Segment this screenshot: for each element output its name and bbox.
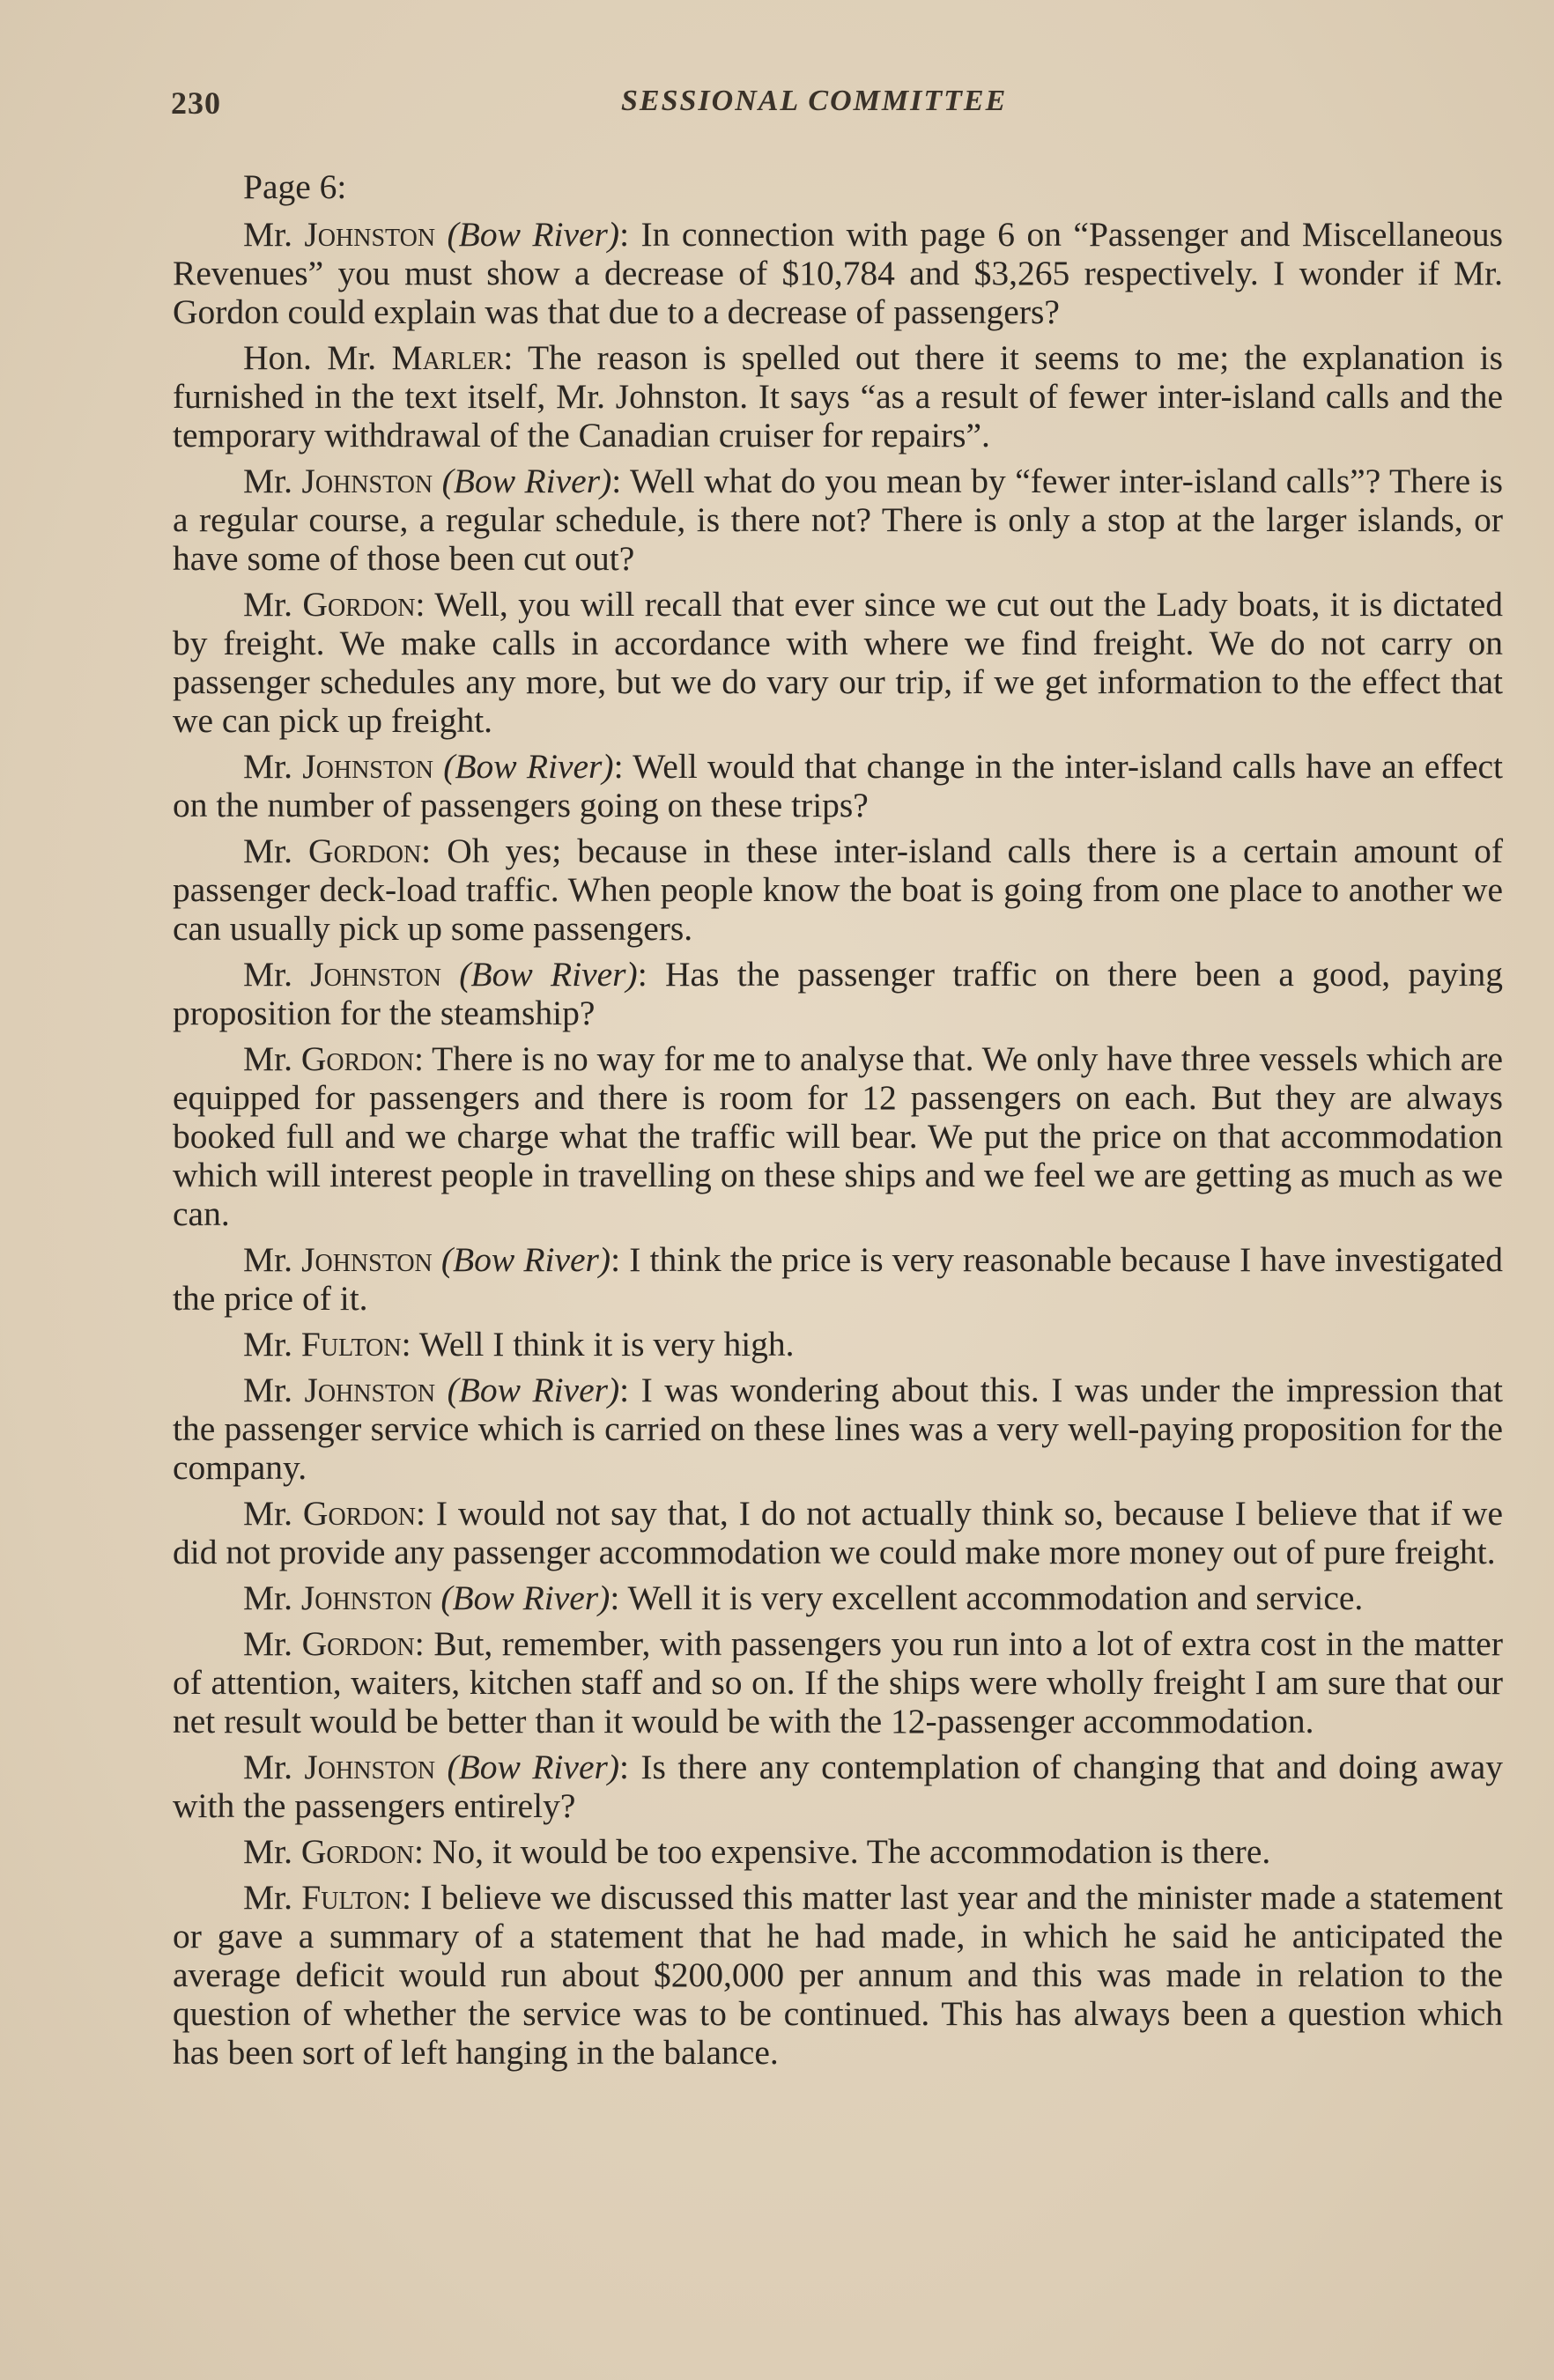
speaker-name: Johnston <box>304 1748 436 1786</box>
speech-paragraph <box>173 1578 1503 1617</box>
speaker-name: Gordon <box>302 1494 417 1533</box>
speaker-riding: (Bow River) <box>440 1240 611 1279</box>
speaker-honorific: Mr. <box>243 1240 302 1279</box>
speech-paragraph <box>173 1878 1503 2072</box>
transcript-body <box>173 167 1503 2079</box>
speaker-riding: (Bow River) <box>441 462 612 500</box>
speech-paragraph <box>173 747 1503 824</box>
speech-paragraph <box>173 462 1503 578</box>
speech-paragraph <box>173 1240 1503 1318</box>
speaker-name: Gordon <box>300 1039 414 1078</box>
speech-paragraph <box>173 832 1503 948</box>
speech-text: : Is there any contemplation of changing that and doing away with the passengers entirely? <box>173 1748 1503 1825</box>
speaker-name: Gordon <box>308 832 422 870</box>
paragraph-list <box>173 215 1503 2072</box>
speaker-honorific: Hon. Mr. <box>243 338 392 377</box>
speech-text: : Well I think it is very high. <box>401 1325 795 1364</box>
speaker-honorific: Mr. <box>243 462 302 500</box>
speaker-honorific: Mr. <box>243 747 303 786</box>
speaker-name: Johnston <box>304 215 436 254</box>
page-header <box>167 85 1506 129</box>
speech-text: : Well, you will recall that ever since we cut out the Lady boats, it is dictated by freight. We make calls in accordance with where we find freight. We do not carry on passenger schedules any more, but we do vary our trip, if we get information to the effect that we can pick up freight. <box>173 585 1503 740</box>
speaker-name: Johnston <box>302 747 433 786</box>
speaker-riding: (Bow River) <box>447 1748 619 1786</box>
speech-paragraph <box>173 1039 1503 1233</box>
speaker-name: Johnston <box>304 1371 436 1409</box>
speaker-honorific: Mr. <box>243 832 309 870</box>
speech-paragraph <box>173 1371 1503 1487</box>
speech-paragraph <box>173 1325 1503 1364</box>
speech-text: : Well what do you mean by “fewer inter-island calls”? There is a regular course, a regular schedule, is there not? There is only a stop at the larger islands, or have some of those been cut out? <box>173 462 1503 578</box>
speaker-riding: (Bow River) <box>440 1578 610 1617</box>
speech-paragraph <box>173 338 1503 455</box>
speaker-riding: (Bow River) <box>443 747 614 786</box>
speech-text: : I believe we discussed this matter last year and the minister made a statement or gave a summary of a statement that he had made, in which he said he anticipated the average deficit would run about $200,000 per annum and this was made in relation to the question of whether the service was to be continued. This has always been a question which has been sort of left hanging in the balance. <box>173 1878 1503 2072</box>
running-title: SESSIONAL COMMITTEE <box>621 85 1008 117</box>
speaker-honorific: Mr. <box>243 1039 301 1078</box>
speech-text: : Oh yes; because in these inter-island calls there is a certain amount of passenger deck-load traffic. When people know the boat is going from one place to another we can usually pick up some passengers. <box>173 832 1503 948</box>
speech-text: : Has the passenger traffic on there been a good, paying proposition for the steamship? <box>173 955 1503 1032</box>
speaker-honorific: Mr. <box>243 1624 302 1663</box>
speaker-honorific: Mr. <box>243 955 311 994</box>
speaker-riding: (Bow River) <box>447 1371 620 1409</box>
speaker-honorific: Mr. <box>243 1748 305 1786</box>
speech-text: : I think the price is very reasonable because I have investigated the price of it. <box>173 1240 1503 1318</box>
speech-text: : There is no way for me to analyse that. We only have three vessels which are equipped for passengers and there is room for 12 passengers on each. But they are always booked full and we charge what the traffic will bear. We put the price on that accommodation which will interest people in travelling on these ships and we feel we are getting as much as we can. <box>173 1039 1503 1233</box>
speech-text: : Well it is very excellent accommodation and service. <box>610 1578 1364 1617</box>
speech-text: : No, it would be too expensive. The accommodation is there. <box>413 1832 1271 1871</box>
speaker-honorific: Mr. <box>243 215 305 254</box>
speech-paragraph <box>173 1624 1503 1741</box>
speaker-name: Johnston <box>300 1578 433 1617</box>
speaker-name: Gordon <box>300 1832 414 1871</box>
speaker-name: Johnston <box>310 955 441 994</box>
speaker-honorific: Mr. <box>243 585 303 624</box>
speech-text: : But, remember, with passengers you run into a lot of extra cost in the matter of attention, waiters, kitchen staff and so on. If the ships were wholly freight I am sure that our net result would be better than it would be with the 12-passenger accommodation. <box>173 1624 1503 1741</box>
speech-text: : In connection with page 6 on “Passenger and Miscellaneous Revenues” you must show a decrease of $10,784 and $3,265 respectively. I wonder if Mr. Gordon could explain was that due to a decrease of passengers? <box>173 215 1503 331</box>
speech-paragraph <box>173 955 1503 1032</box>
speaker-name: Gordon <box>302 585 416 624</box>
speaker-honorific: Mr. <box>243 1325 301 1364</box>
page-number: 230 <box>171 85 221 121</box>
speech-text: : The reason is spelled out there it seems to me; the explanation is furnished in the text itself, Mr. Johnston. It says “as a result of fewer inter-island calls and the temporary withdrawal of the Canadian cruiser for repairs”. <box>173 338 1504 455</box>
speech-text: : Well would that change in the inter-island calls have an effect on the number of passengers going on these trips? <box>173 747 1503 824</box>
speaker-honorific: Mr. <box>243 1371 305 1409</box>
speech-text: : I would not say that, I do not actually think so, because I believe that if we did not provide any passenger accommodation we could make more money out of pure freight. <box>173 1494 1503 1571</box>
section-label: Page 6: <box>243 167 347 206</box>
speech-paragraph <box>173 585 1503 740</box>
speaker-honorific: Mr. <box>243 1832 301 1871</box>
speaker-name: Johnston <box>301 462 433 500</box>
speaker-honorific: Mr. <box>243 1578 301 1617</box>
speech-paragraph <box>173 1494 1503 1571</box>
speaker-name: Gordon <box>301 1624 415 1663</box>
speaker-name: Fulton <box>301 1878 403 1917</box>
speech-text: : I was wondering about this. I was under the impression that the passenger service which is carried on these lines was a very well-paying proposition for the company. <box>173 1371 1503 1487</box>
speaker-honorific: Mr. <box>243 1878 302 1917</box>
speaker-riding: (Bow River) <box>459 955 638 994</box>
speech-paragraph <box>173 215 1503 331</box>
speaker-name: Marler <box>391 338 504 377</box>
speech-paragraph <box>173 1748 1503 1825</box>
speaker-riding: (Bow River) <box>447 215 620 254</box>
speaker-name: Fulton <box>300 1325 402 1364</box>
speaker-name: Johnston <box>301 1240 433 1279</box>
speaker-honorific: Mr. <box>243 1494 303 1533</box>
speech-paragraph <box>173 1832 1503 1871</box>
